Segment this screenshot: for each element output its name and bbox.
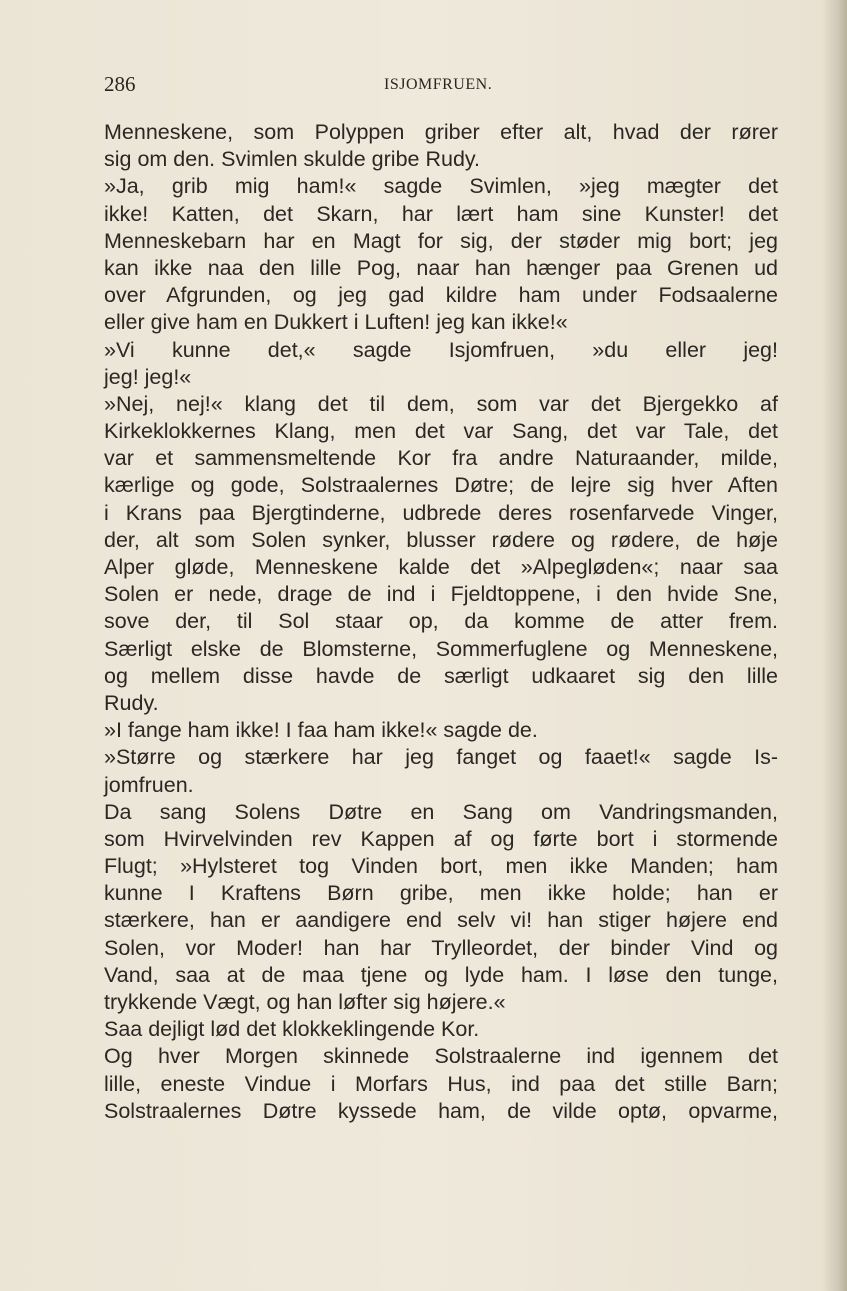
text-line: Menneskebarn har en Magt for sig, der støder mig bort; jeg — [104, 228, 778, 253]
text-line: Solen, vor Moder! han har Trylleordet, der binder Vind og — [104, 935, 778, 960]
text-line: der, alt som Solen synker, blusser rødere og rødere, de høje — [104, 527, 778, 552]
text-line: lille, eneste Vindue i Morfars Hus, ind paa det stille Barn; — [104, 1071, 778, 1096]
body-text — [104, 119, 778, 1125]
text-line: Rudy. — [104, 690, 159, 715]
text-line: Særligt elske de Blomsterne, Sommerfuglene og Menneskene, — [104, 636, 778, 661]
text-line: kan ikke naa den lille Pog, naar han hænger paa Grenen ud — [104, 255, 778, 280]
page-number: 286 — [104, 72, 136, 96]
text-line: sove der, til Sol staar op, da komme de atter frem. — [104, 609, 778, 634]
text-line: ikke! Katten, det Skarn, har lært ham sine Kunster! det — [104, 201, 778, 226]
text-line: over Afgrunden, og jeg gad kildre ham under Fodsaalerne — [104, 283, 778, 308]
text-line: Flugt; »Hylsteret tog Vinden bort, men ikke Manden; ham — [104, 854, 778, 879]
text-line: jomfruen. — [104, 772, 194, 797]
text-line: trykkende Vægt, og han løfter sig højere.« — [104, 990, 506, 1014]
text-line: Kirkeklokkernes Klang, men det var Sang, det var Tale, det — [104, 419, 778, 444]
text-line: Menneskene, som Polyppen griber efter alt, hvad der rører — [104, 120, 778, 144]
text-line: »Større og stærkere har jeg fanget og faaet!« sagde Is- — [104, 745, 778, 770]
text-line: Saa dejligt lød det klokkeklingende Kor. — [104, 1017, 480, 1042]
running-title: ISJOMFRUEN. — [384, 76, 493, 93]
text-line: »Ja, grib mig ham!« sagde Svimlen, »jeg mægter det — [104, 174, 778, 199]
text-line: Alper gløde, Menneskene kalde det »Alpegløden«; naar saa — [104, 555, 778, 579]
page-header — [104, 72, 778, 98]
text-line: var et sammensmeltende Kor fra andre Naturaander, milde, — [104, 446, 778, 471]
text-line: eller give ham en Dukkert i Luften! jeg kan ikke!« — [104, 310, 568, 335]
text-line: jeg! jeg!« — [104, 364, 192, 389]
text-line: kærlige og gode, Solstraalernes Døtre; de lejre sig hver Aften — [104, 473, 778, 498]
text-line: i Krans paa Bjergtinderne, udbrede deres rosenfarvede Vinger, — [104, 500, 778, 525]
text-line: »Nej, nej!« klang det til dem, som var det Bjergekko af — [104, 391, 778, 416]
text-line: Vand, saa at de maa tjene og lyde ham. I løse den tunge, — [104, 962, 778, 987]
text-line: Solen er nede, drage de ind i Fjeldtoppene, i den hvide Sne, — [104, 582, 778, 607]
text-line: stærkere, han er aandigere end selv vi! han stiger højere end — [104, 908, 778, 933]
text-line: »I fange ham ikke! I faa ham ikke!« sagde de. — [104, 718, 538, 743]
text-line: Og hver Morgen skinnede Solstraalerne ind igennem det — [104, 1044, 778, 1069]
text-line: kunne I Kraftens Børn gribe, men ikke holde; han er — [104, 881, 778, 906]
text-line: og mellem disse havde de særligt udkaaret sig den lille — [104, 663, 778, 688]
text-line: som Hvirvelvinden rev Kappen af og førte bort i stormende — [104, 826, 778, 851]
text-line: sig om den. Svimlen skulde gribe Rudy. — [104, 147, 481, 172]
text-line: »Vi kunne det,« sagde Isjomfruen, »du eller jeg! — [104, 337, 778, 362]
text-line: Da sang Solens Døtre en Sang om Vandringsmanden, — [104, 799, 778, 824]
text-line: Solstraalernes Døtre kyssede ham, de vilde optø, opvarme, — [104, 1098, 778, 1123]
